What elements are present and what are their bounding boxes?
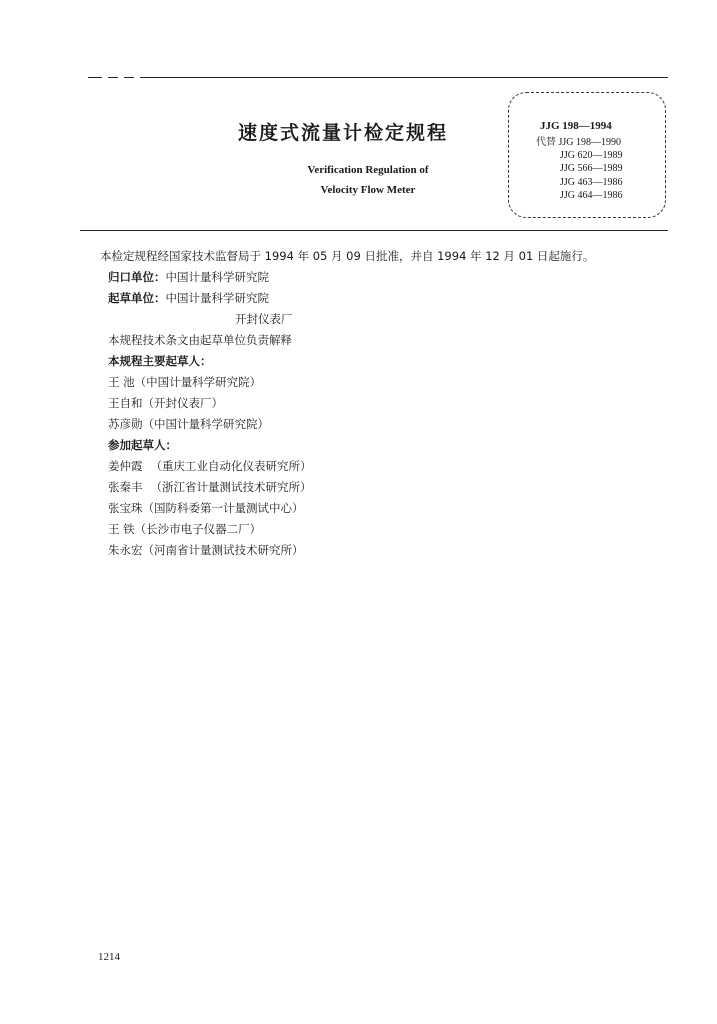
document-title-zh: 速度式流量计检定规程	[238, 122, 449, 144]
office-value: 中国计量科学研究院	[165, 270, 269, 284]
drafter-name: 王自和	[108, 396, 143, 410]
participant-name: 朱永宏	[108, 543, 143, 557]
document-title-en	[268, 160, 468, 200]
drafter-row	[88, 393, 668, 414]
office-label: 归口单位：	[108, 270, 166, 284]
approval-statement: 本检定规程经国家技术监督局于 1994 年 05 月 09 日批准，并自 1994 年 12 月 01 日起施行。	[100, 249, 595, 263]
participants-heading	[88, 435, 668, 456]
participants-label: 参加起草人：	[108, 438, 177, 452]
participant-row	[88, 519, 668, 540]
participant-org: （河南省计量测试技术研究所）	[142, 543, 304, 557]
header-rule-bottom	[80, 230, 668, 231]
replaced-standard-item: 代替 JJG 198—1990	[536, 137, 622, 148]
office-line	[88, 267, 668, 288]
replaced-standard-item: JJG 463—1986	[560, 176, 623, 188]
drafting-unit-label: 起草单位：	[108, 291, 166, 305]
drafter-row	[88, 372, 668, 393]
title-en-line1: Verification Regulation of	[307, 164, 429, 176]
replaced-standard-item: JJG 566—1989	[560, 163, 623, 175]
document-body	[88, 246, 668, 561]
drafter-name: 王 池	[108, 375, 135, 389]
header-rule-dash	[108, 77, 118, 78]
replaced-standard-item: JJG 620—1989	[560, 150, 623, 162]
participant-row	[88, 540, 668, 561]
participant-name: 张宝珠	[108, 501, 143, 515]
standard-code: JJG 198—1994	[540, 120, 612, 132]
drafting-unit-line	[88, 288, 668, 309]
participant-name: 姜仲霞	[108, 459, 143, 473]
main-drafters-heading	[88, 351, 668, 372]
participant-org: （长沙市电子仪器二厂）	[134, 522, 262, 536]
drafting-unit-value: 中国计量科学研究院	[165, 291, 269, 305]
participant-org: （国防科委第一计量测试中心）	[142, 501, 304, 515]
drafter-name: 苏彦勋	[108, 417, 143, 431]
interpretation-line: 本规程技术条文由起草单位负责解释	[108, 333, 292, 347]
header-rule-dash	[124, 77, 134, 78]
title-en-line2: Velocity Flow Meter	[320, 184, 416, 196]
drafting-unit-line-2	[88, 309, 668, 330]
header-rule-dash	[88, 77, 102, 78]
drafter-org: （中国计量科学研究院）	[142, 417, 269, 431]
participant-org: （重庆工业自动化仪表研究所）	[150, 459, 312, 473]
page-number: 1214	[98, 951, 120, 963]
participant-row	[88, 456, 668, 477]
replaced-standards-list	[536, 136, 660, 202]
participant-row	[88, 498, 668, 519]
participant-row	[88, 477, 668, 498]
replaced-standard-item: JJG 464—1986	[560, 189, 623, 201]
drafter-org: （中国计量科学研究院）	[134, 375, 262, 389]
participant-name: 王 铁	[108, 522, 135, 536]
participant-org: （浙江省计量测试技术研究所）	[150, 480, 312, 494]
participant-name: 张秦丰	[108, 480, 143, 494]
header-rule-top	[140, 77, 668, 78]
main-drafters-label: 本规程主要起草人：	[108, 354, 212, 368]
drafter-row	[88, 414, 668, 435]
drafter-org: （开封仪表厂）	[142, 396, 223, 410]
drafting-unit-value-2: 开封仪表厂	[235, 312, 293, 326]
